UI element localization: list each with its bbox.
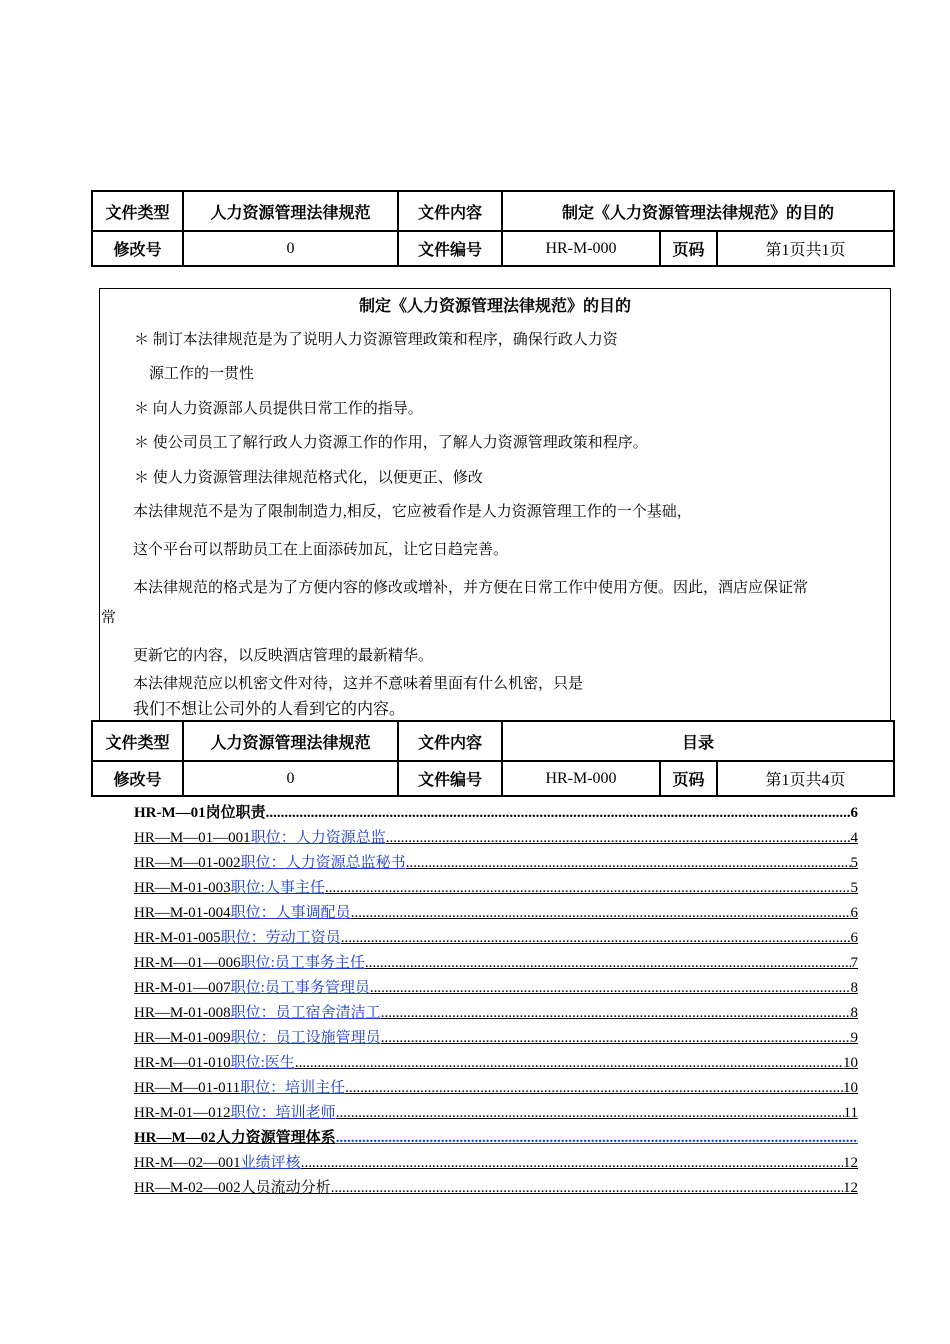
toc-page: 9 xyxy=(850,1030,858,1046)
purpose-line: 更新它的内容，以反映酒店管理的最新精华。 xyxy=(133,648,434,664)
toc-page: 6 xyxy=(850,805,858,821)
toc-title[interactable]: 职位：劳动工资员 xyxy=(220,930,341,946)
label-file-code: 文件编号 xyxy=(398,231,502,266)
toc-leader xyxy=(295,1055,843,1072)
toc-title[interactable]: 业绩评核 xyxy=(240,1155,301,1171)
toc-code: HR—M—01-002 xyxy=(134,855,241,871)
toc-code: HR—M—01—001 xyxy=(134,830,251,846)
toc-leader xyxy=(370,980,851,997)
purpose-line: ＊ 向人力资源部人员提供日常工作的指导。 xyxy=(134,401,423,417)
toc-title[interactable]: 职位：人事调配员 xyxy=(230,905,351,921)
toc-title[interactable]: 职位:员工事务管理员 xyxy=(230,980,370,996)
label-file-type: 文件类型 xyxy=(92,191,183,231)
toc-title[interactable]: 职位：员工宿舍清洁工 xyxy=(230,1005,381,1021)
toc-header-table xyxy=(91,720,895,797)
toc-code: HR-M—01-010 xyxy=(134,1055,231,1071)
toc-title: 岗位职责 xyxy=(205,805,266,821)
label-revision: 修改号 xyxy=(92,761,183,796)
toc-page: 6 xyxy=(850,930,858,946)
toc-entry-link[interactable] xyxy=(134,950,858,972)
toc-entry-link[interactable] xyxy=(134,975,858,997)
label-file-content: 文件内容 xyxy=(398,721,502,761)
label-page: 页码 xyxy=(660,231,717,266)
toc-leader xyxy=(331,1180,843,1197)
value-page: 第1页共4页 xyxy=(717,761,894,796)
toc-leader xyxy=(365,955,851,972)
purpose-line: ＊ 使人力资源管理法律规范格式化，以便更正、修改 xyxy=(134,470,483,486)
toc-entry-link[interactable] xyxy=(134,825,858,847)
toc-entry-link[interactable] xyxy=(134,875,858,897)
toc-entry-link[interactable] xyxy=(134,1100,858,1122)
toc-page: 4 xyxy=(850,830,858,846)
toc-title[interactable]: 人员流动分析 xyxy=(240,1180,331,1196)
label-file-type: 文件类型 xyxy=(92,721,183,761)
purpose-line: 这个平台可以帮助员工在上面添砖加瓦，让它日趋完善。 xyxy=(133,542,509,558)
toc-title[interactable]: 人力资源管理体系 xyxy=(215,1130,336,1146)
value-file-content: 目录 xyxy=(502,721,894,761)
purpose-line: 本法律规范不是为了限制制造力,相反，它应被看作是人力资源管理工作的一个基础， xyxy=(133,504,692,520)
toc-entry-link[interactable] xyxy=(134,850,858,872)
value-page: 第1页共1页 xyxy=(717,231,894,266)
value-file-code: HR-M-000 xyxy=(502,231,660,266)
toc-title[interactable]: 职位:人事主任 xyxy=(230,880,325,896)
toc-title[interactable]: 职位：人力资源总监秘书 xyxy=(240,855,406,871)
toc-entry-link[interactable] xyxy=(134,1175,858,1197)
toc-code: HR-M-01-005 xyxy=(134,930,221,946)
toc-code: HR—M-02—002 xyxy=(134,1180,241,1196)
toc-code: HR-M-01—007 xyxy=(134,980,231,996)
toc-entry-link[interactable] xyxy=(134,1025,858,1047)
purpose-title: 制定《人力资源管理法律规范》的目的 xyxy=(358,296,631,315)
purpose-line: 常 xyxy=(101,610,117,626)
toc-leader xyxy=(386,830,851,847)
toc-entry-link[interactable] xyxy=(134,1000,858,1022)
toc-code: HR-M—01—006 xyxy=(134,955,241,971)
toc-leader xyxy=(351,905,851,922)
value-file-content: 制定《人力资源管理法律规范》的目的 xyxy=(502,191,894,231)
toc-leader xyxy=(406,855,851,872)
toc-entry-link[interactable] xyxy=(134,1075,858,1097)
toc-leader xyxy=(336,1130,858,1147)
toc-entry-section[interactable] xyxy=(134,800,858,822)
toc-code: HR-M—02—001 xyxy=(134,1155,241,1171)
toc-page: 10 xyxy=(843,1080,858,1096)
toc-code: HR—M-01-008 xyxy=(134,1005,231,1021)
toc-leader xyxy=(266,805,851,822)
toc-entry-link[interactable] xyxy=(134,1050,858,1072)
toc-entry-link[interactable] xyxy=(134,1150,858,1172)
toc-code: HR—M-01-004 xyxy=(134,905,231,921)
toc-leader xyxy=(381,1005,851,1022)
purpose-line: 本法律规范的格式是为了方便内容的修改或增补，并方便在日常工作中使用方便。因此，酒店应保证常 xyxy=(133,580,809,596)
toc-leader xyxy=(341,930,851,947)
toc-leader xyxy=(336,1105,844,1122)
toc-page: 5 xyxy=(850,880,858,896)
toc-entry-link[interactable] xyxy=(134,925,858,947)
toc-code: HR—M-01-009 xyxy=(134,1030,231,1046)
toc-page: 8 xyxy=(850,1005,858,1021)
toc-code: HR-M-01—012 xyxy=(134,1105,231,1121)
label-file-content: 文件内容 xyxy=(398,191,502,231)
toc-leader xyxy=(381,1030,851,1047)
toc-title[interactable]: 职位：人力资源总监 xyxy=(250,830,386,846)
purpose-line: 我们不想让公司外的人看到它的内容。 xyxy=(133,701,406,718)
value-revision: 0 xyxy=(183,231,398,266)
label-revision: 修改号 xyxy=(92,231,183,266)
toc-page: 12 xyxy=(843,1180,858,1196)
toc-page: 12 xyxy=(843,1155,858,1171)
toc-title[interactable]: 职位:医生 xyxy=(230,1055,295,1071)
toc-code: HR-M—01 xyxy=(134,805,206,821)
toc-page: 8 xyxy=(850,980,858,996)
document-header-table xyxy=(91,190,895,267)
purpose-line: ＊ 使公司员工了解行政人力资源工作的作用，了解人力资源管理政策和程序。 xyxy=(134,435,648,451)
toc-leader xyxy=(345,1080,843,1097)
toc-code: HR—M—02 xyxy=(134,1130,216,1146)
value-file-type: 人力资源管理法律规范 xyxy=(183,721,398,761)
toc-page: 5 xyxy=(850,855,858,871)
label-file-code: 文件编号 xyxy=(398,761,502,796)
toc-page: 7 xyxy=(850,955,858,971)
toc-code: HR—M—01-011 xyxy=(134,1080,241,1096)
value-revision: 0 xyxy=(183,761,398,796)
purpose-line: 本法律规范应以机密文件对待，这并不意味着里面有什么机密，只是 xyxy=(133,676,584,692)
value-file-code: HR-M-000 xyxy=(502,761,660,796)
toc-title[interactable]: 职位：培训主任 xyxy=(240,1080,346,1096)
toc-page: 11 xyxy=(843,1105,858,1121)
toc-leader xyxy=(301,1155,843,1172)
toc-title[interactable]: 职位：培训老师 xyxy=(230,1105,336,1121)
toc-title[interactable]: 职位:员工事务主任 xyxy=(240,955,365,971)
purpose-line: 源工作的一贯性 xyxy=(149,366,255,382)
toc-code: HR—M-01-003 xyxy=(134,880,231,896)
toc-leader xyxy=(325,880,851,897)
label-page: 页码 xyxy=(660,761,717,796)
toc-page: 6 xyxy=(850,905,858,921)
toc-title[interactable]: 职位：员工设施管理员 xyxy=(230,1030,381,1046)
toc-entry-section[interactable] xyxy=(134,1125,858,1147)
toc-page: 10 xyxy=(843,1055,858,1071)
toc-entry-link[interactable] xyxy=(134,900,858,922)
value-file-type: 人力资源管理法律规范 xyxy=(183,191,398,231)
purpose-line: ＊ 制订本法律规范是为了说明人力资源管理政策和程序，确保行政人力资 xyxy=(134,332,618,348)
